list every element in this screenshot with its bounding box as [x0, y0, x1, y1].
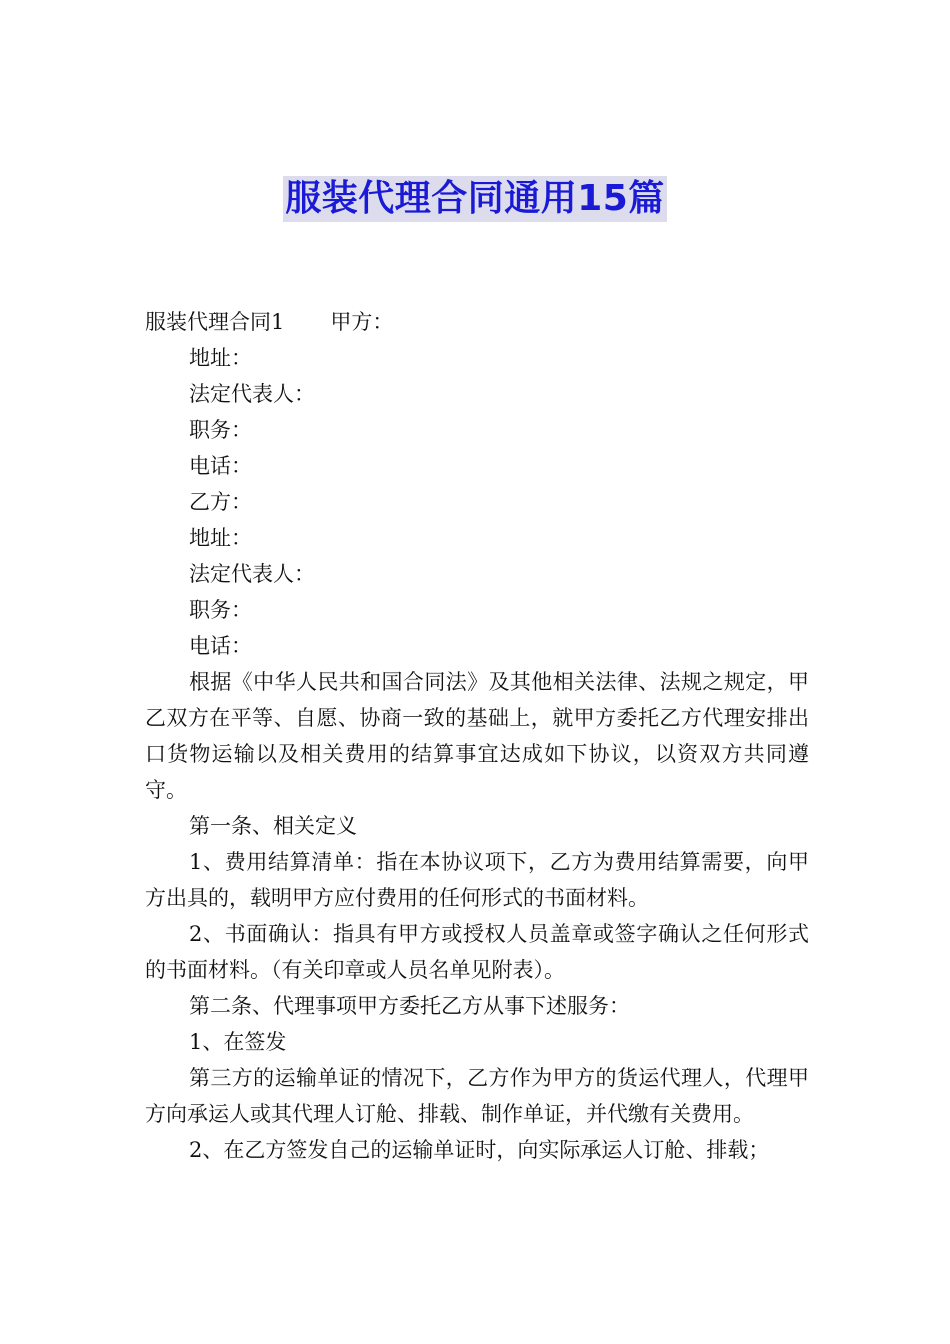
article-2-title: 第二条、代理事项甲方委托乙方从事下述服务： — [189, 994, 630, 1018]
definition-2: 2、书面确认：指具有甲方或授权人员盖章或签字确认之任何形式的书面材料。（有关印章或人员名单见附表）。 — [145, 922, 809, 982]
intro-paragraph: 根据《中华人民共和国合同法》及其他相关法律、法规之规定，甲乙双方在平等、自愿、协商一致的基础上，就甲方委托乙方代理安排出口货物运输以及相关费用的结算事宜达成如下协议，以资双方共同遵守。 — [145, 670, 809, 802]
party-b-position: 职务： — [189, 598, 252, 622]
party-b-legal-rep: 法定代表人： — [189, 562, 315, 586]
party-a-position: 职务： — [189, 418, 252, 442]
document-title: 服装代理合同通用15篇 — [283, 176, 667, 222]
document-body — [145, 304, 809, 1168]
party-a-phone: 电话： — [189, 454, 252, 478]
service-item-2: 2、在乙方签发自己的运输单证时，向实际承运人订舱、排载； — [189, 1138, 770, 1162]
party-b-phone: 电话： — [189, 634, 252, 658]
party-a-label: 甲方： — [330, 310, 394, 334]
party-a-legal-rep: 法定代表人： — [189, 382, 315, 406]
title-container — [0, 176, 950, 222]
service-item-1-body: 第三方的运输单证的情况下，乙方作为甲方的货运代理人，代理甲方向承运人或其代理人订舱、排载、制作单证，并代缴有关费用。 — [145, 1066, 809, 1126]
first-line — [145, 304, 809, 340]
party-a-address: 地址： — [189, 346, 252, 370]
service-item-1: 1、在签发 — [189, 1030, 287, 1054]
party-b-label: 乙方： — [189, 490, 252, 514]
section-heading: 服装代理合同1 — [145, 310, 285, 334]
article-1-title: 第一条、相关定义 — [189, 814, 357, 838]
party-b-address: 地址： — [189, 526, 252, 550]
definition-1: 1、费用结算清单：指在本协议项下，乙方为费用结算需要，向甲方出具的，载明甲方应付费用的任何形式的书面材料。 — [145, 850, 809, 910]
